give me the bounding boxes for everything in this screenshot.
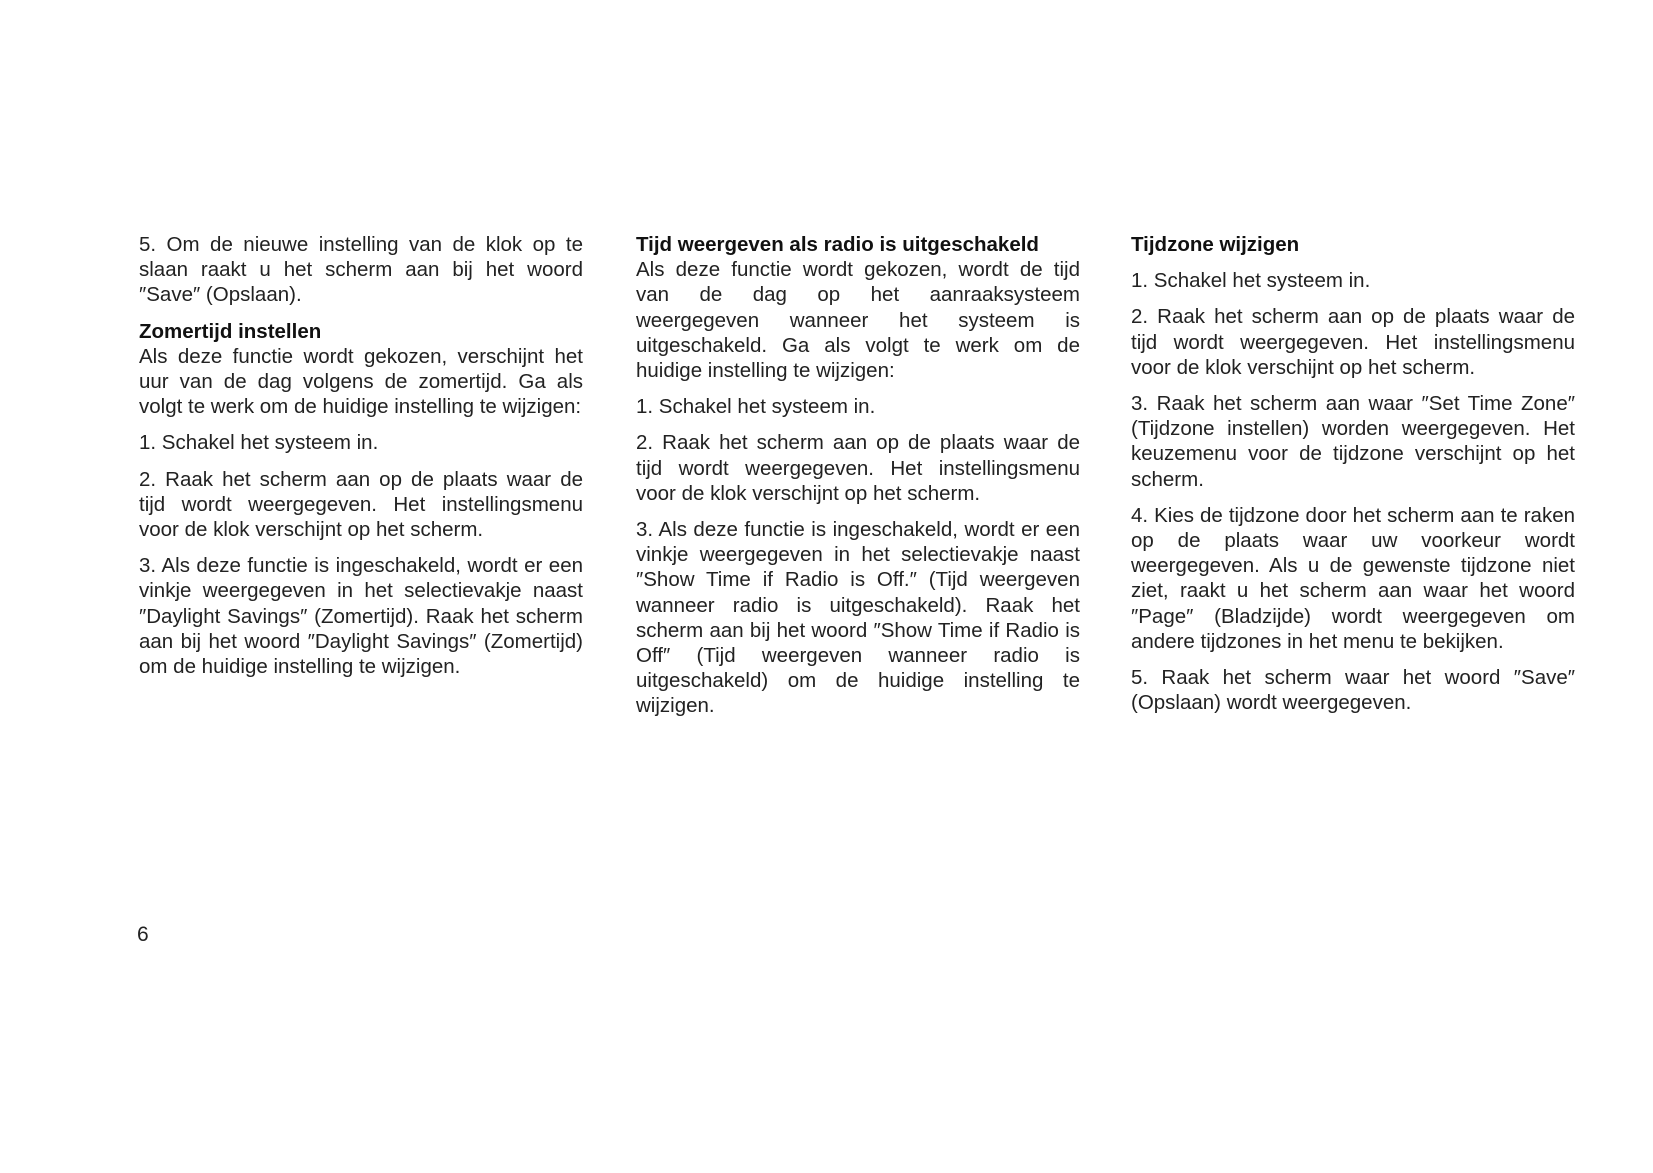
paragraph-step-5: 5. Raak het scherm waar het woord ″Save″ (Opslaan) wordt weergegeven. bbox=[1131, 666, 1575, 715]
heading-zomertijd-instellen: Zomertijd instellen bbox=[139, 319, 322, 343]
text-column-right bbox=[1131, 232, 1575, 726]
page-number: 6 bbox=[137, 923, 149, 946]
paragraph-step-2: 2. Raak het scherm aan op de plaats waar de tijd wordt weergegeven. Het instellingsmenu voor de klok verschijnt op het scherm. bbox=[1131, 305, 1575, 379]
paragraph-step-2: 2. Raak het scherm aan op de plaats waar de tijd wordt weergegeven. Het instellingsmenu voor de klok verschijnt op het scherm. bbox=[636, 431, 1080, 505]
paragraph-step-2: 2. Raak het scherm aan op de plaats waar de tijd wordt weergegeven. Het instellingsmenu voor de klok verschijnt op het scherm. bbox=[139, 467, 583, 542]
heading-tijd-weergeven: Tijd weergeven als radio is uitgeschakeld bbox=[636, 233, 1039, 256]
text-column-middle bbox=[636, 232, 1080, 730]
paragraph-tijd-weergeven-intro: Als deze functie wordt gekozen, wordt de tijd van de dag op het aanraaksysteem weergegeven wanneer het systeem is uitgeschakeld. Ga als volgt te werk om de huidige instelling te wijzigen: bbox=[636, 258, 1080, 383]
paragraph-step-1: 1. Schakel het systeem in. bbox=[1131, 269, 1371, 293]
paragraph-step-1: 1. Schakel het systeem in. bbox=[636, 395, 876, 419]
text-column-left bbox=[139, 232, 583, 690]
heading-tijdzone-wijzigen: Tijdzone wijzigen bbox=[1131, 233, 1300, 256]
paragraph-step-3: 3. Raak het scherm aan waar ″Set Time Zone″ (Tijdzone instellen) worden weergegeven. Het keuzemenu voor de tijdzone verschijnt op het scherm. bbox=[1131, 392, 1575, 491]
paragraph-save-clock: 5. Om de nieuwe instelling van de klok op te slaan raakt u het scherm aan bij het woord ″Save″ (Opslaan). bbox=[139, 233, 583, 307]
paragraph-zomertijd-intro: Als deze functie wordt gekozen, verschijnt het uur van de dag volgens de zomertijd. Ga als volgt te werk om de huidige instelling te wijzigen: bbox=[139, 344, 583, 419]
paragraph-step-4: 4. Kies de tijdzone door het scherm aan te raken op de plaats waar uw voorkeur wordt weergegeven. Als u de gewenste tijdzone niet ziet, raakt u het scherm aan waar het woord ″Page″ (Bladzijde) wordt weergegeven om andere tijdzones in het menu te bekijken. bbox=[1131, 503, 1575, 653]
paragraph-step-3: 3. Als deze functie is ingeschakeld, wordt er een vinkje weergegeven in het selectievakje naast ″Show Time if Radio is Off.″ (Tijd weergeven wanneer radio is uitgeschakeld). Raak het scherm aan bij het woord ″Show Time if Radio is Off″ (Tijd weergeven wanneer radio is uitgeschakeld) om de huidige instelling te wijzigen. bbox=[636, 518, 1080, 718]
paragraph-step-1: 1. Schakel het systeem in. bbox=[139, 431, 379, 455]
paragraph-step-3: 3. Als deze functie is ingeschakeld, wordt er een vinkje weergegeven in het selectievakje naast ″Daylight Savings″ (Zomertijd). Raak het scherm aan bij het woord ″Daylight Savings″ (Zomertijd) om de huidige instelling te wijzigen. bbox=[139, 554, 583, 679]
